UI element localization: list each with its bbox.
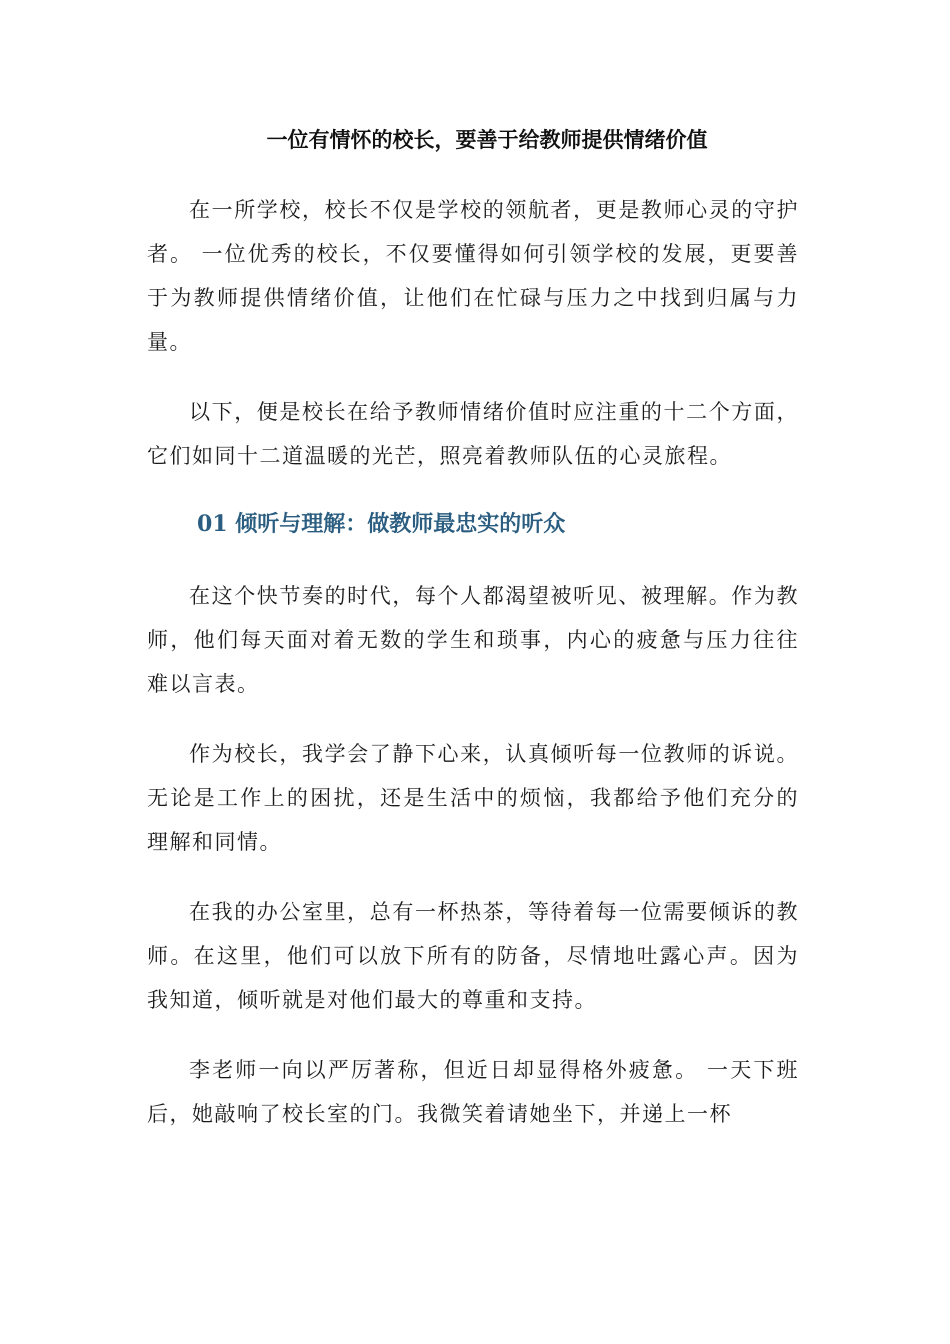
section-01-paragraph-2: 作为校长，我学会了静下心来，认真倾听每一位教师的诉说。无论是工作上的困扰，还是生活中的烦恼，我都给予他们充分的理解和同情。 xyxy=(147,742,799,854)
section-01-paragraph-4: 李老师一向以严厉著称，但近日却显得格外疲惫。 一天下班后，她敲响了校长室的门。我微笑着请她坐下，并递上一杯 xyxy=(147,1058,799,1126)
document-title: 一位有情怀的校长，要善于给教师提供情绪价值 xyxy=(266,127,708,152)
intro-paragraph-2: 以下，便是校长在给予教师情绪价值时应注重的十二个方面，它们如同十二道温暖的光芒，照亮着教师队伍的心灵旅程。 xyxy=(147,400,799,468)
section-01-paragraph-1: 在这个快节奏的时代，每个人都渴望被听见、被理解。作为教师，他们每天面对着无数的学生和琐事，内心的疲惫与压力往往难以言表。 xyxy=(147,584,799,696)
section-01-paragraph-3: 在我的办公室里，总有一杯热茶，等待着每一位需要倾诉的教师。在这里，他们可以放下所有的防备，尽情地吐露心声。因为我知道，倾听就是对他们最大的尊重和支持。 xyxy=(147,900,799,1012)
document-body xyxy=(147,188,799,1162)
intro-paragraph-1: 在一所学校，校长不仅是学校的领航者，更是教师心灵的守护者。 一位优秀的校长，不仅要懂得如何引领学校的发展，更要善于为教师提供情绪价值，让他们在忙碌与压力之中找到归属与力量。 xyxy=(147,198,799,354)
section-heading-01: 01 倾听与理解：做教师最忠实的听众 xyxy=(197,511,566,537)
